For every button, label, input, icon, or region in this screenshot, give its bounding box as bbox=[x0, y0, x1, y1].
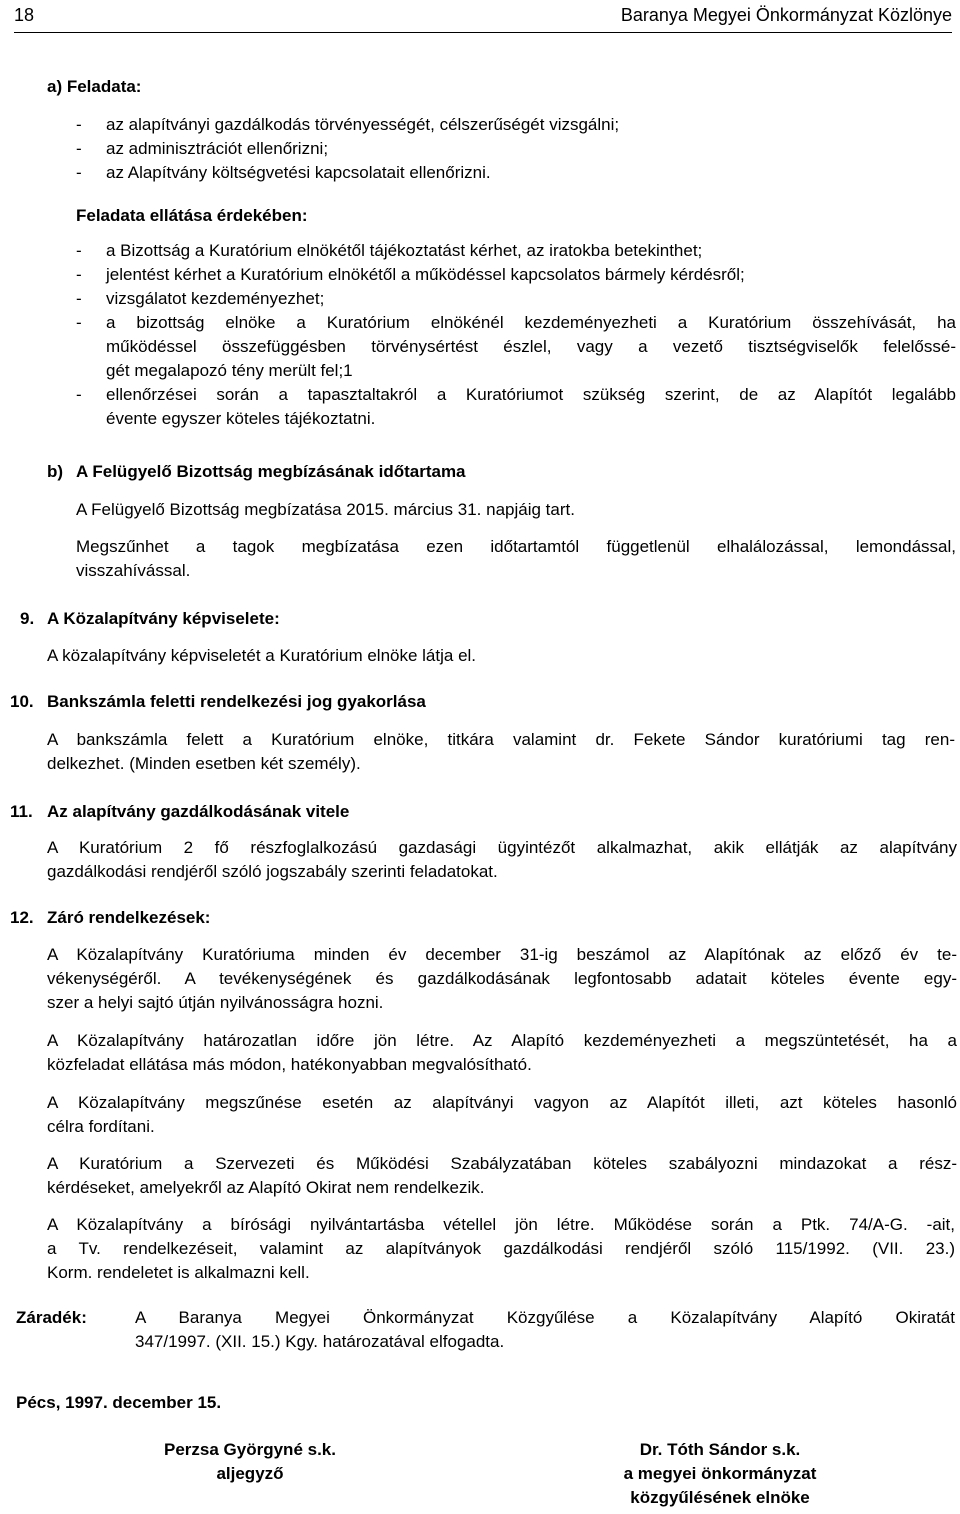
page-header bbox=[14, 0, 952, 33]
section-b-paragraph-line: Megszűnhet a tagok megbízatása ezen időtartamtól függetlenül elhalálozással, lemondással, bbox=[76, 537, 956, 556]
list-item: - a Bizottság a Kuratórium elnökétől tájékoztatást kérhet, az iratokba betekinthet; bbox=[76, 241, 703, 260]
sub-list bbox=[76, 239, 956, 431]
signature-name: Dr. Tóth Sándor s.k. bbox=[639, 1440, 801, 1459]
section-12-line: A Közalapítvány a bírósági nyilvántartásba vétellel jön létre. Működése során a Ptk. 74/A-G. -ait, bbox=[47, 1215, 955, 1234]
section-11-heading: Az alapítvány gazdálkodásának vitele bbox=[47, 802, 350, 821]
section-12-line: a Tv. rendelkezéseit, valamint az alapítványok gazdálkodási rendjéről szóló 115/1992. (VII. 23.) bbox=[47, 1239, 955, 1258]
section-12-line: szer a helyi sajtó útján nyilvánosságra hozni. bbox=[47, 993, 384, 1012]
clause-label: Záradék: bbox=[16, 1308, 87, 1327]
page-number: 18 bbox=[14, 5, 35, 25]
section-9-heading: A Közalapítvány képviselete: bbox=[47, 609, 280, 628]
list-item: - vizsgálatot kezdeményezhet; bbox=[76, 289, 325, 308]
sub-heading: Feladata ellátása érdekében: bbox=[76, 206, 308, 225]
section-12-line: A Kuratórium a Szervezeti és Működési Szabályzatában köteles szabályozni mindazokat a rész- bbox=[47, 1154, 957, 1173]
section-12-line: közfeladat ellátása más módon, hatékonyabban megvalósítható. bbox=[47, 1055, 532, 1074]
clause-line: A Baranya Megyei Önkormányzat Közgyűlése a Közalapítvány Alapító Okiratát bbox=[135, 1308, 955, 1327]
signature-right bbox=[580, 1438, 860, 1510]
signature-left bbox=[130, 1438, 370, 1486]
list-item: - ellenőrzései során a tapasztaltakról a Kuratóriumot szükség szerint, de az Alapítót legalább évente egyszer köteles tájékoztatni. bbox=[76, 385, 956, 428]
list-item: - az alapítványi gazdálkodás törvényességét, célszerűségét vizsgálni; bbox=[76, 115, 620, 134]
section-11-number: 11. bbox=[10, 802, 33, 821]
signature-title: a megyei önkormányzat bbox=[623, 1464, 817, 1483]
section-b-heading: A Felügyelő Bizottság megbízásának időtartama bbox=[76, 462, 466, 481]
list-item: - az adminisztrációt ellenőrizni; bbox=[76, 139, 329, 158]
section-11-line: gazdálkodási rendjéről szóló jogszabály szerinti feladatokat. bbox=[47, 862, 498, 881]
section-12-number: 12. bbox=[10, 908, 34, 927]
list-item: - az Alapítvány költségvetési kapcsolatait ellenőrizni. bbox=[76, 163, 491, 182]
section-12-line: A Közalapítvány megszűnése esetén az alapítványi vagyon az Alapítót illeti, azt köteles hasonló bbox=[47, 1093, 957, 1112]
section-10-line: A bankszámla felett a Kuratórium elnöke, titkára valamint dr. Fekete Sándor kuratóriumi tag ren- bbox=[47, 730, 955, 749]
section-a-list bbox=[76, 113, 946, 185]
section-12-line: A Közalapítvány Kuratóriuma minden év december 31-ig beszámol az Alapítónak az előző év te- bbox=[47, 945, 957, 964]
section-12-line: Korm. rendeletet is alkalmazni kell. bbox=[47, 1263, 310, 1282]
section-b-text: A Felügyelő Bizottság megbízatása 2015. március 31. napjáig tart. bbox=[76, 500, 575, 519]
signature-title: aljegyző bbox=[216, 1464, 284, 1483]
list-item: - jelentést kérhet a Kuratórium elnökétől a működéssel kapcsolatos bármely kérdésről; bbox=[76, 265, 745, 284]
clause-line: 347/1997. (XII. 15.) Kgy. határozatával elfogadta. bbox=[135, 1332, 505, 1351]
section-11-line: A Kuratórium 2 fő részfoglalkozású gazdasági ügyintézőt alkalmazhat, akik ellátják az alapítvány bbox=[47, 838, 957, 857]
section-10-line: delkezhet. (Minden esetben két személy). bbox=[47, 754, 361, 773]
signature-title: közgyűlésének elnöke bbox=[630, 1488, 810, 1507]
section-9-number: 9. bbox=[20, 609, 35, 628]
publication-title: Baranya Megyei Önkormányzat Közlönye bbox=[620, 5, 952, 25]
section-a-heading: a) Feladata: bbox=[47, 77, 142, 96]
list-item: - a bizottság elnöke a Kuratórium elnökénél kezdeményezheti a Kuratórium összehívását, ha működéssel összefüggésben törvénysértést észlel, vagy a vezető tisztségviselők felelőssé- gét megalapozó tény merült fel;1 bbox=[76, 313, 956, 380]
section-12-line: célra fordítani. bbox=[47, 1117, 155, 1136]
signature-name: Perzsa Györgyné s.k. bbox=[164, 1440, 336, 1459]
section-12-line: vékenységéről. A tevékenységének és gazdálkodásának legfontosabb adatait köteles évente egy- bbox=[47, 969, 957, 988]
section-10-number: 10. bbox=[10, 692, 34, 711]
place-date: Pécs, 1997. december 15. bbox=[16, 1393, 222, 1412]
section-10-heading: Bankszámla feletti rendelkezési jog gyakorlása bbox=[47, 692, 426, 711]
section-12-line: kérdéseket, amelyekről az Alapító Okirat nem rendelkezik. bbox=[47, 1178, 485, 1197]
section-b-label: b) bbox=[47, 462, 64, 481]
section-9-text: A közalapítvány képviseletét a Kuratórium elnöke látja el. bbox=[47, 646, 477, 665]
section-b-paragraph-line: visszahívással. bbox=[76, 561, 191, 580]
section-12-line: A Közalapítvány határozatlan időre jön létre. Az Alapító kezdeményezheti a megszüntetését, ha a bbox=[47, 1031, 957, 1050]
section-12-heading: Záró rendelkezések: bbox=[47, 908, 211, 927]
